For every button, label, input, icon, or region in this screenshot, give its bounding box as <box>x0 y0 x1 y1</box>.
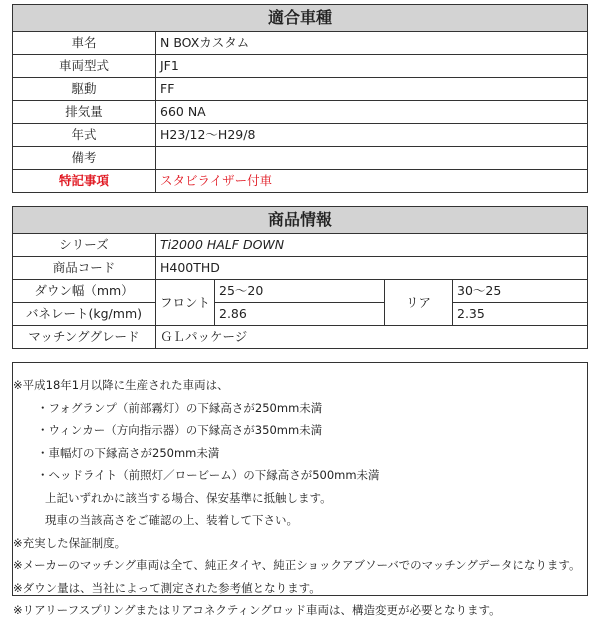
note-line: ・ウィンカー（方向指示器）の下縁高さが350mm未満 <box>37 423 323 437</box>
front-rate-value: 2.86 <box>215 303 385 326</box>
table-row <box>13 234 588 257</box>
product-code-label: 商品コード <box>13 257 156 280</box>
front-label: フロント <box>156 280 215 326</box>
table-row <box>13 147 588 170</box>
series-value: Ti2000 HALF DOWN <box>156 234 588 257</box>
note-line: ※ダウン量は、当社によって測定された参考値となります。 <box>13 580 321 595</box>
front-down-value: 25～20 <box>215 280 385 303</box>
note-line: ※平成18年1月以降に生産された車両は、 <box>13 378 229 392</box>
product-info-table <box>12 206 588 349</box>
note-line: ※充実した保証制度。 <box>13 535 127 550</box>
rear-down-value: 30～25 <box>453 280 588 303</box>
table-row <box>13 101 588 124</box>
table-row <box>13 124 588 147</box>
row-label-remarks: 備考 <box>13 147 156 170</box>
table-row <box>13 32 588 55</box>
table-row <box>13 55 588 78</box>
rear-rate-value: 2.35 <box>453 303 588 326</box>
rear-label: リア <box>385 280 453 326</box>
row-label-model-code: 車両型式 <box>13 55 156 78</box>
row-label-car-name: 車名 <box>13 32 156 55</box>
notes-box <box>12 362 588 617</box>
row-label-special-notes: 特記事項 <box>13 170 156 193</box>
table-row <box>13 170 588 193</box>
note-line: ・車幅灯の下縁高さが250mm未満 <box>37 445 220 460</box>
table-row <box>13 303 588 326</box>
row-value-remarks <box>156 147 588 170</box>
row-value-drive: FF <box>156 78 588 101</box>
note-line: ・ヘッドライト（前照灯／ロービーム）の下縁高さが500mm未満 <box>37 468 380 482</box>
vehicle-compatibility-table <box>12 4 588 193</box>
row-value-car-name: N BOXカスタム <box>156 32 588 55</box>
note-line: ※リアリーフスプリングまたはリアコネクティングロッド車両は、構造変更が必要となります。 <box>13 603 501 617</box>
matching-grade-label: マッチンググレード <box>13 326 156 349</box>
table-row <box>13 257 588 280</box>
product-code-value: H400THD <box>156 257 588 280</box>
vehicle-table-title: 適合車種 <box>13 5 588 32</box>
product-table-title: 商品情報 <box>13 207 588 234</box>
note-line: ・フォグランプ（前部霧灯）の下縁高さが250mm未満 <box>37 400 323 415</box>
table-row <box>13 78 588 101</box>
note-line: 現車の当該高さをご確認の上、装着して下さい。 <box>45 513 298 527</box>
row-label-drive: 駆動 <box>13 78 156 101</box>
series-label: シリーズ <box>13 234 156 257</box>
row-value-special-notes: スタビライザー付車 <box>156 170 588 193</box>
table-row <box>13 280 588 303</box>
spring-rate-label: バネレート(kg/mm) <box>13 303 156 326</box>
row-value-year: H23/12～H29/8 <box>156 124 588 147</box>
row-value-displacement: 660 NA <box>156 101 588 124</box>
table-row <box>13 326 588 349</box>
note-line: 上記いずれかに該当する場合、保安基準に抵触します。 <box>45 490 332 505</box>
row-value-model-code: JF1 <box>156 55 588 78</box>
note-line: ※メーカーのマッチング車両は全て、純正タイヤ、純正ショックアブソーバでのマッチングデータになります。 <box>13 558 581 572</box>
matching-grade-value: ＧＬパッケージ <box>156 326 588 349</box>
down-width-label: ダウン幅（mm） <box>13 280 156 303</box>
row-label-year: 年式 <box>13 124 156 147</box>
row-label-displacement: 排気量 <box>13 101 156 124</box>
